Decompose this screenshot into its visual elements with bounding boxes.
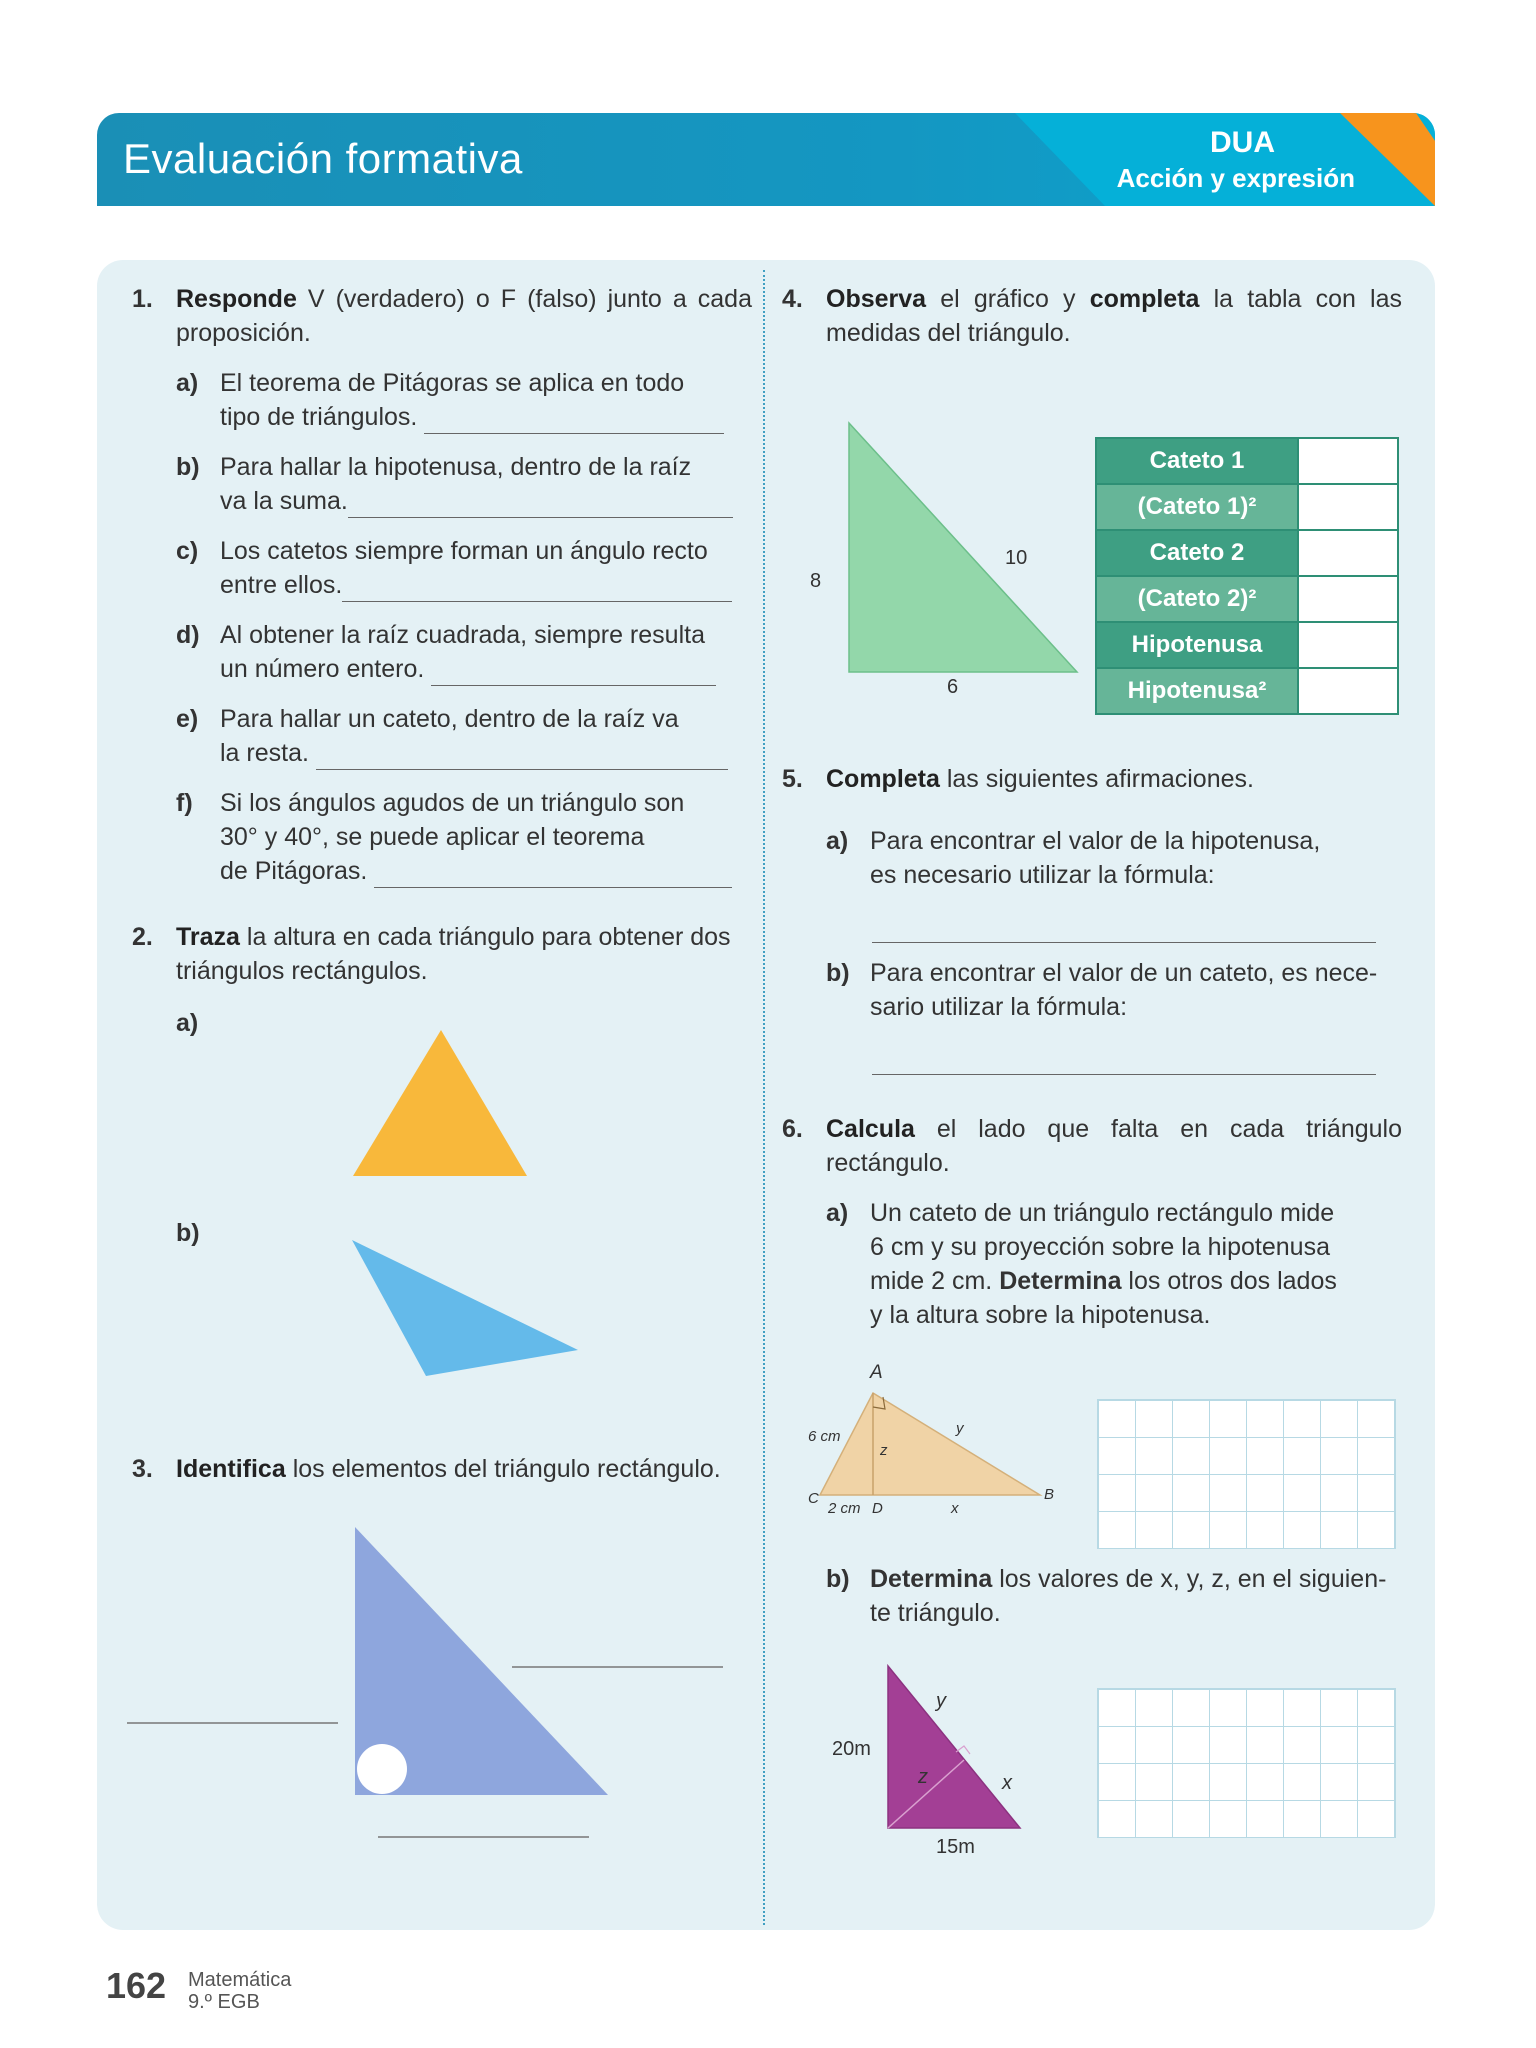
item-text: sario utilizar la fórmula: bbox=[870, 993, 1128, 1021]
item-label: a) bbox=[176, 1009, 199, 1037]
item-label: c) bbox=[176, 537, 199, 565]
answer-line[interactable] bbox=[431, 659, 716, 686]
table-cell-hipotenusa: Hipotenusa bbox=[1096, 622, 1298, 668]
side-2cm: 2 cm bbox=[828, 1500, 861, 1517]
q6-verb: Calcula bbox=[826, 1115, 915, 1143]
orange-triangle[interactable] bbox=[350, 1030, 530, 1180]
q1-item-e bbox=[176, 702, 740, 772]
item-text: 6 cm y su proyección sobre la hipotenusa bbox=[870, 1233, 1330, 1261]
vertex-c: C bbox=[808, 1490, 819, 1507]
item-text: la resta. bbox=[220, 739, 309, 767]
item-text: Para encontrar el valor de un cateto, es nece- bbox=[870, 959, 1378, 987]
table-input[interactable] bbox=[1298, 668, 1398, 714]
work-grid-b[interactable] bbox=[1097, 1688, 1396, 1838]
item-label: a) bbox=[176, 369, 199, 397]
item-label: b) bbox=[826, 1565, 850, 1593]
item-label: b) bbox=[826, 959, 850, 987]
footer-subject bbox=[188, 1969, 291, 2013]
dua-label: DUA bbox=[1210, 126, 1275, 159]
q5-number: 5. bbox=[782, 765, 803, 793]
table-cell-cateto2-sq: (Cateto 2)² bbox=[1096, 576, 1298, 622]
q2-text: la altura en cada triángulo para obtener dos triángulos rectángulos. bbox=[176, 923, 731, 985]
item-text: Los catetos siempre forman un ángulo recto bbox=[220, 537, 708, 565]
q4-text: el gráfico y bbox=[926, 285, 1090, 313]
tan-triangle bbox=[820, 1393, 1040, 1495]
q1-item-d bbox=[176, 618, 740, 688]
purple-triangle-figure bbox=[870, 1660, 1030, 1835]
item-text: Para hallar la hipotenusa, dentro de la raíz bbox=[220, 453, 692, 481]
item-text: los otros dos lados bbox=[1121, 1267, 1337, 1295]
q1-verb: Responde bbox=[176, 285, 297, 313]
header-bar bbox=[97, 113, 1435, 206]
q5-item-b bbox=[826, 956, 1406, 1026]
item-label: b) bbox=[176, 1219, 200, 1247]
table-cell-cateto2: Cateto 2 bbox=[1096, 530, 1298, 576]
answer-line[interactable] bbox=[348, 491, 733, 518]
dua-subtitle: Acción y expresión bbox=[1116, 163, 1355, 193]
side-15m: 15m bbox=[936, 1836, 975, 1858]
table-cell-hipotenusa-sq: Hipotenusa² bbox=[1096, 668, 1298, 714]
item-label: d) bbox=[176, 621, 200, 649]
label-y: y bbox=[956, 1420, 964, 1437]
side-20m: 20m bbox=[832, 1738, 871, 1760]
column-divider bbox=[763, 270, 765, 1925]
formula-line-b[interactable] bbox=[872, 1048, 1376, 1075]
vertex-a: A bbox=[870, 1362, 883, 1383]
q5-verb: Completa bbox=[826, 765, 940, 793]
table-input[interactable] bbox=[1298, 530, 1398, 576]
label-z: z bbox=[880, 1442, 888, 1459]
item-text: tipo de triángulos. bbox=[220, 403, 418, 431]
q4-text: la tabla con las medidas del triángulo. bbox=[826, 285, 1403, 347]
q6-item-b bbox=[826, 1562, 1406, 1632]
item-text: Para hallar un cateto, dentro de la raíz va bbox=[220, 705, 679, 733]
item-text: Si los ángulos agudos de un triángulo son bbox=[220, 789, 685, 817]
q1-item-c bbox=[176, 534, 740, 604]
footer-subject-text: Matemática bbox=[188, 1969, 292, 1991]
q5-text: las siguientes afirmaciones. bbox=[939, 765, 1254, 793]
label-y: y bbox=[936, 1690, 946, 1712]
q1-item-b bbox=[176, 450, 740, 520]
item-text: Un cateto de un triángulo rectángulo mide bbox=[870, 1199, 1335, 1227]
q3-number: 3. bbox=[132, 1455, 153, 1483]
blue-triangle[interactable] bbox=[350, 1240, 585, 1380]
label-x: x bbox=[951, 1500, 959, 1517]
q4-verb-1: Observa bbox=[826, 285, 927, 313]
item-label: e) bbox=[176, 705, 199, 733]
item-text: Al obtener la raíz cuadrada, siempre resulta bbox=[220, 621, 705, 649]
work-grid-a[interactable] bbox=[1097, 1399, 1396, 1549]
page-number: 162 bbox=[106, 1965, 167, 2006]
q6-number: 6. bbox=[782, 1115, 803, 1143]
q2-verb: Traza bbox=[176, 923, 240, 951]
item-text: de Pitágoras. bbox=[220, 857, 368, 885]
table-input[interactable] bbox=[1298, 438, 1398, 484]
item-text: los valores de x, y, z, en el siguien- bbox=[992, 1565, 1387, 1593]
q4-verb-2: completa bbox=[1089, 285, 1200, 313]
table-input[interactable] bbox=[1298, 622, 1398, 668]
side-6cm: 6 cm bbox=[808, 1428, 841, 1445]
q1-text: V (verdadero) o F (falso) junto a cada proposición. bbox=[176, 285, 752, 347]
answer-line[interactable] bbox=[316, 743, 728, 770]
side-8-label: 8 bbox=[810, 570, 822, 592]
label-z: z bbox=[918, 1766, 928, 1788]
vertex-d: D bbox=[872, 1500, 883, 1517]
answer-line[interactable] bbox=[424, 407, 724, 434]
green-triangle-figure bbox=[800, 420, 1090, 710]
table-cell-cateto1: Cateto 1 bbox=[1096, 438, 1298, 484]
footer-grade-text: 9.º EGB bbox=[188, 1991, 260, 2013]
purple-triangle bbox=[888, 1666, 1020, 1828]
answer-line[interactable] bbox=[374, 861, 732, 888]
item-label: a) bbox=[826, 1199, 849, 1227]
q2-number: 2. bbox=[132, 923, 153, 951]
green-right-triangle bbox=[849, 423, 1077, 672]
item-text: un número entero. bbox=[220, 655, 425, 683]
vertex-b: B bbox=[1044, 1486, 1055, 1503]
right-triangle-figure bbox=[120, 1515, 740, 1860]
item-text: va la suma. bbox=[220, 487, 348, 515]
side-10-label: 10 bbox=[1005, 547, 1028, 569]
answer-line[interactable] bbox=[342, 575, 732, 602]
q3-verb: Identifica bbox=[176, 1455, 286, 1483]
side-6-label: 6 bbox=[947, 676, 959, 698]
table-input[interactable] bbox=[1298, 576, 1398, 622]
item-label: f) bbox=[176, 789, 193, 817]
right-angle-marker bbox=[357, 1744, 407, 1794]
item-text: Para encontrar el valor de la hipotenusa, bbox=[870, 827, 1321, 855]
q6-text: el lado que falta en cada triángulo rectángulo. bbox=[826, 1115, 1402, 1177]
table-input[interactable] bbox=[1298, 484, 1398, 530]
q1-item-a bbox=[176, 366, 740, 436]
formula-line-a[interactable] bbox=[872, 916, 1376, 943]
q1-number: 1. bbox=[132, 285, 153, 313]
q3-text: los elementos del triángulo rectángulo. bbox=[285, 1455, 721, 1483]
q6-item-a bbox=[826, 1196, 1406, 1336]
item-label: a) bbox=[826, 827, 849, 855]
item-label: b) bbox=[176, 453, 200, 481]
label-x: x bbox=[1002, 1772, 1012, 1794]
measures-table bbox=[1095, 437, 1399, 715]
item-text: 30° y 40°, se puede aplicar el teorema bbox=[220, 823, 645, 851]
item-verb: Determina bbox=[870, 1565, 993, 1593]
item-verb: Determina bbox=[999, 1267, 1122, 1295]
item-text: El teorema de Pitágoras se aplica en todo bbox=[220, 369, 685, 397]
q5-item-a bbox=[826, 824, 1406, 894]
item-text: mide 2 cm. bbox=[870, 1267, 1000, 1295]
item-text: entre ellos. bbox=[220, 571, 343, 599]
q1-item-f bbox=[176, 786, 740, 890]
q4-number: 4. bbox=[782, 285, 803, 313]
table-cell-cateto1-sq: (Cateto 1)² bbox=[1096, 484, 1298, 530]
page-title: Evaluación formativa bbox=[123, 135, 523, 182]
item-text: y la altura sobre la hipotenusa. bbox=[870, 1301, 1211, 1329]
item-text: es necesario utilizar la fórmula: bbox=[870, 861, 1215, 889]
item-text: te triángulo. bbox=[870, 1599, 1001, 1627]
